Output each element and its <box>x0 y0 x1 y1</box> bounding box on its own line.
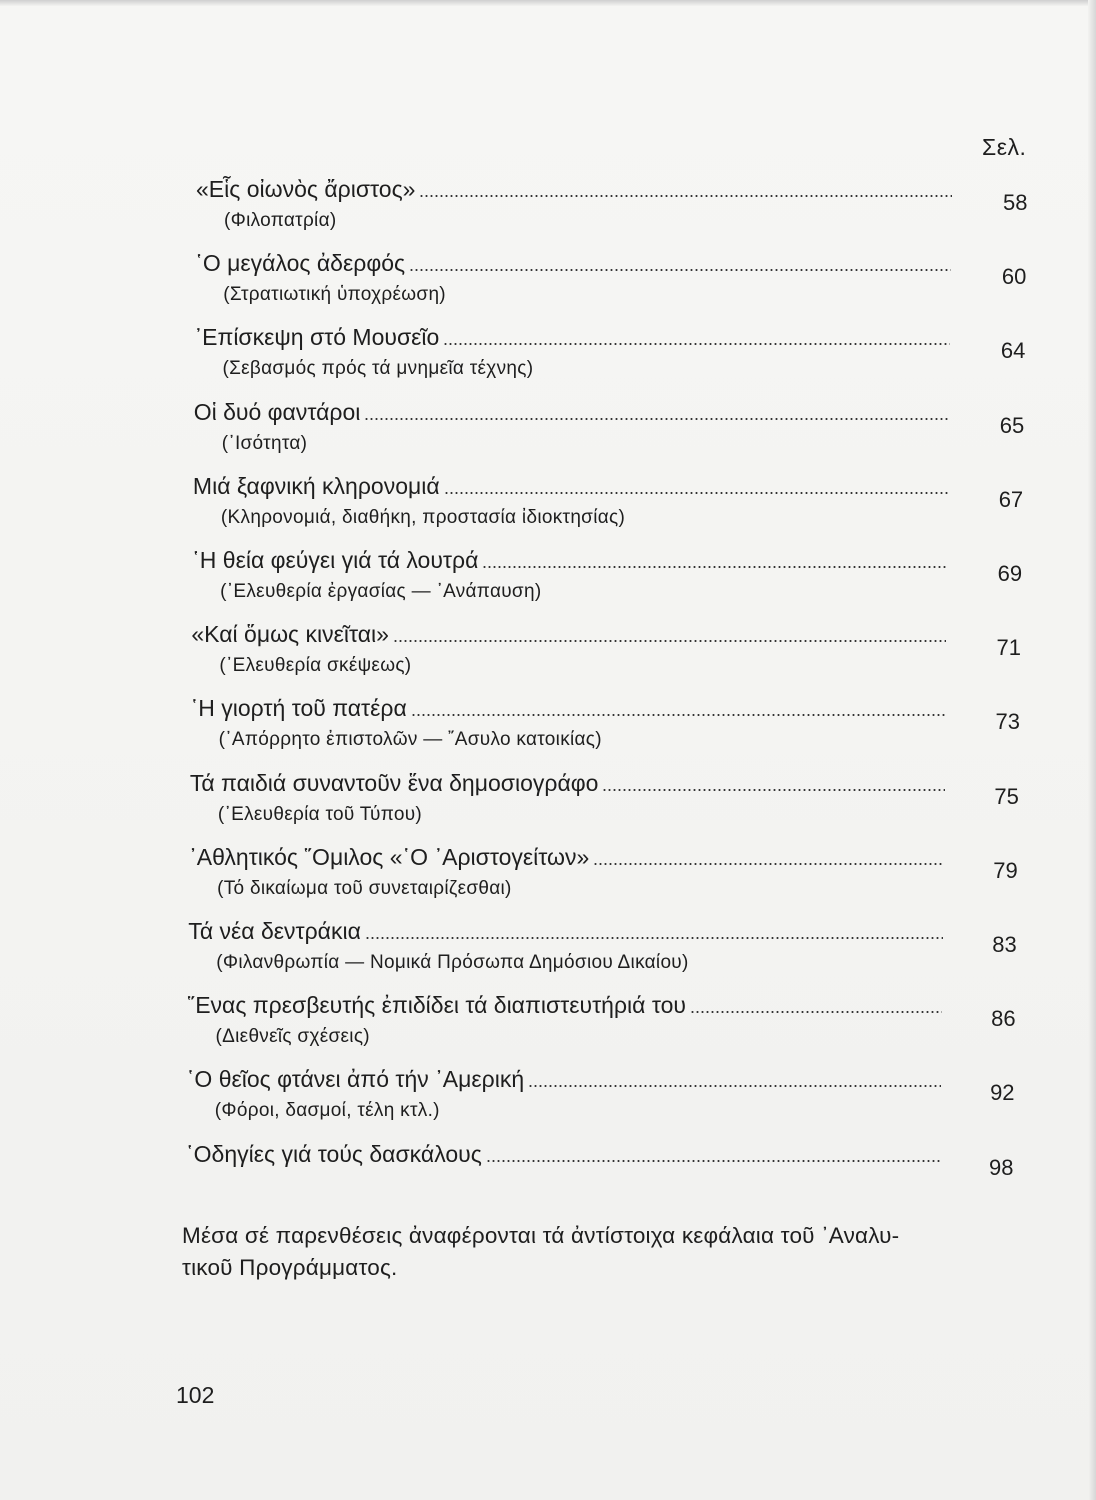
dot-leader <box>482 565 947 569</box>
footnote <box>182 1220 1042 1284</box>
toc-entry-title: ᾿Αθλητικός ῞Ομιλος «῾Ο ᾿Αριστογείτων» <box>189 843 590 870</box>
toc-entry <box>186 1141 1029 1211</box>
toc-entry-title: ῾Η γιορτή τοῦ πατέρα <box>190 695 407 722</box>
dot-leader <box>393 639 947 643</box>
footnote-line-1: Μέσα σέ παρενθέσεις ἀναφέρονται τά ἀντίστοιχα κεφάλαια τοῦ ᾿Αναλυ- <box>182 1223 900 1248</box>
dot-leader <box>528 1084 941 1088</box>
toc-entry-title: Οἱ δυό φαντάροι <box>193 398 361 425</box>
toc-entry-topic: (Σεβασμός πρός τά μνημεῖα τέχνης) <box>222 358 534 380</box>
toc-entry <box>189 844 1033 914</box>
toc-entry-line <box>188 918 942 945</box>
toc-entry-line <box>186 1141 940 1168</box>
toc-entry-page: 86 <box>991 1006 1016 1032</box>
footnote-line-2: τικοῦ Προγράμματος. <box>182 1255 398 1280</box>
toc-entry-title: Τά νέα δεντράκια <box>188 918 361 944</box>
dot-leader <box>365 936 943 940</box>
toc-entry-title: ῾Ο θεῖος φτάνει ἀπό τήν ᾿Αμερική <box>186 1066 525 1093</box>
toc-entry-line <box>191 695 946 722</box>
toc-entry <box>194 324 1040 394</box>
dot-leader <box>443 342 950 346</box>
toc-entry-title: ῾Οδηγίες γιά τούς δασκάλους <box>186 1140 482 1167</box>
toc-entry <box>195 250 1042 320</box>
toc-entry-topic: (᾿Ελευθερία σκέψεως) <box>219 655 412 677</box>
toc-entry-page: 83 <box>992 932 1017 957</box>
toc-entry-title: ῾Η θεία φεύγει γιά τά λουτρά <box>192 547 479 573</box>
toc-entry-line <box>188 992 942 1019</box>
dot-leader <box>444 491 949 495</box>
toc-entry <box>191 695 1036 765</box>
toc-entry-title: ᾿Επίσκεψη στό Μουσεῖο <box>194 324 440 351</box>
toc-entry-topic: (᾿Ελευθερία τοῦ Τύπου) <box>217 803 423 825</box>
toc-entry-line <box>195 250 951 277</box>
dot-leader <box>690 1010 942 1014</box>
toc-entry-topic: (Κληρονομιά, διαθήκη, προστασία ἰδιοκτησίας) <box>220 506 626 528</box>
toc-entry-page: 75 <box>994 783 1019 809</box>
toc-entry <box>196 176 1043 246</box>
toc-entry-line <box>194 324 950 351</box>
toc-entry-topic: (Διεθνεῖς σχέσεις) <box>215 1026 370 1048</box>
toc-entry <box>194 399 1040 469</box>
toc-entry <box>192 547 1037 617</box>
toc-entry-line <box>191 621 946 648</box>
toc-entry <box>190 770 1035 840</box>
dot-leader <box>411 713 946 717</box>
toc-entry-page: 92 <box>990 1080 1015 1106</box>
toc-entry <box>191 621 1036 691</box>
toc-entry-page: 73 <box>995 709 1020 735</box>
toc-entry-page: 65 <box>999 412 1025 438</box>
dot-leader <box>409 268 951 272</box>
page-column-label: Σελ. <box>982 134 1027 160</box>
toc-entry-title: Μιά ξαφνική κληρονομιά <box>192 472 440 499</box>
toc-entry-line <box>193 473 948 500</box>
toc-entry-topic: (Στρατιωτική ὑποχρέωση) <box>223 284 446 306</box>
toc-entry-line <box>196 176 952 203</box>
toc-entry <box>188 992 1032 1062</box>
toc-entry-title: Τά παιδιά συναντοῦν ἕνα δημοσιογράφο <box>189 769 599 796</box>
toc-entry-topic: (Τό δικαίωμα τοῦ συνεταιρίζεσθαι) <box>217 877 512 899</box>
toc-entry-line <box>194 399 950 426</box>
toc-entry-page: 71 <box>996 635 1021 661</box>
toc-entry-topic: (Φόροι, δασμοί, τέλη κτλ.) <box>214 1100 440 1122</box>
toc-entry-title: ῞Ενας πρεσβευτής ἐπιδίδει τά διαπιστευτήριά του <box>187 992 686 1019</box>
dot-leader <box>364 417 949 421</box>
toc-entry-line <box>187 1066 941 1093</box>
toc-entry-topic: (᾿Απόρρητο ἐπιστολῶν — ῎Ασυλο κατοικίας) <box>218 729 602 751</box>
toc-entry-page: 69 <box>997 561 1023 586</box>
toc-entry-page: 67 <box>998 486 1024 512</box>
toc-entry-line <box>190 770 945 797</box>
dot-leader <box>486 1159 940 1163</box>
toc-entry-line <box>189 844 944 871</box>
toc-entry-topic: (᾿Ισότητα) <box>221 432 308 454</box>
toc-entry-page: 79 <box>993 857 1018 883</box>
toc-entry <box>188 918 1032 988</box>
toc-entry-page: 64 <box>1000 338 1026 364</box>
toc-entry-page: 60 <box>1001 264 1027 290</box>
toc-entry-topic: (Φιλοπατρία) <box>224 210 337 231</box>
dot-leader <box>419 194 952 198</box>
dot-leader <box>602 788 944 792</box>
toc-entry-topic: (᾿Ελευθερία ἐργασίας — ᾿Ανάπαυση) <box>220 581 542 602</box>
toc-entry-page: 98 <box>989 1154 1014 1180</box>
toc-entry-topic: (Φιλανθρωπία — Νομικά Πρόσωπα Δημόσιου Δικαίου) <box>216 952 689 973</box>
toc-entry <box>187 1066 1030 1136</box>
toc-entry-title: «Καί ὅμως κινεῖται» <box>191 621 389 648</box>
page-number: 102 <box>176 1382 215 1408</box>
dot-leader <box>593 862 943 866</box>
toc-entry-title: «Εἷς οἰωνὸς ἄριστος» <box>196 176 416 202</box>
toc-entry-title: ῾Ο μεγάλος ἀδερφός <box>195 250 406 277</box>
toc-entry <box>193 473 1039 543</box>
toc-entry-line <box>192 547 947 574</box>
toc-entry-page: 58 <box>1003 190 1028 215</box>
